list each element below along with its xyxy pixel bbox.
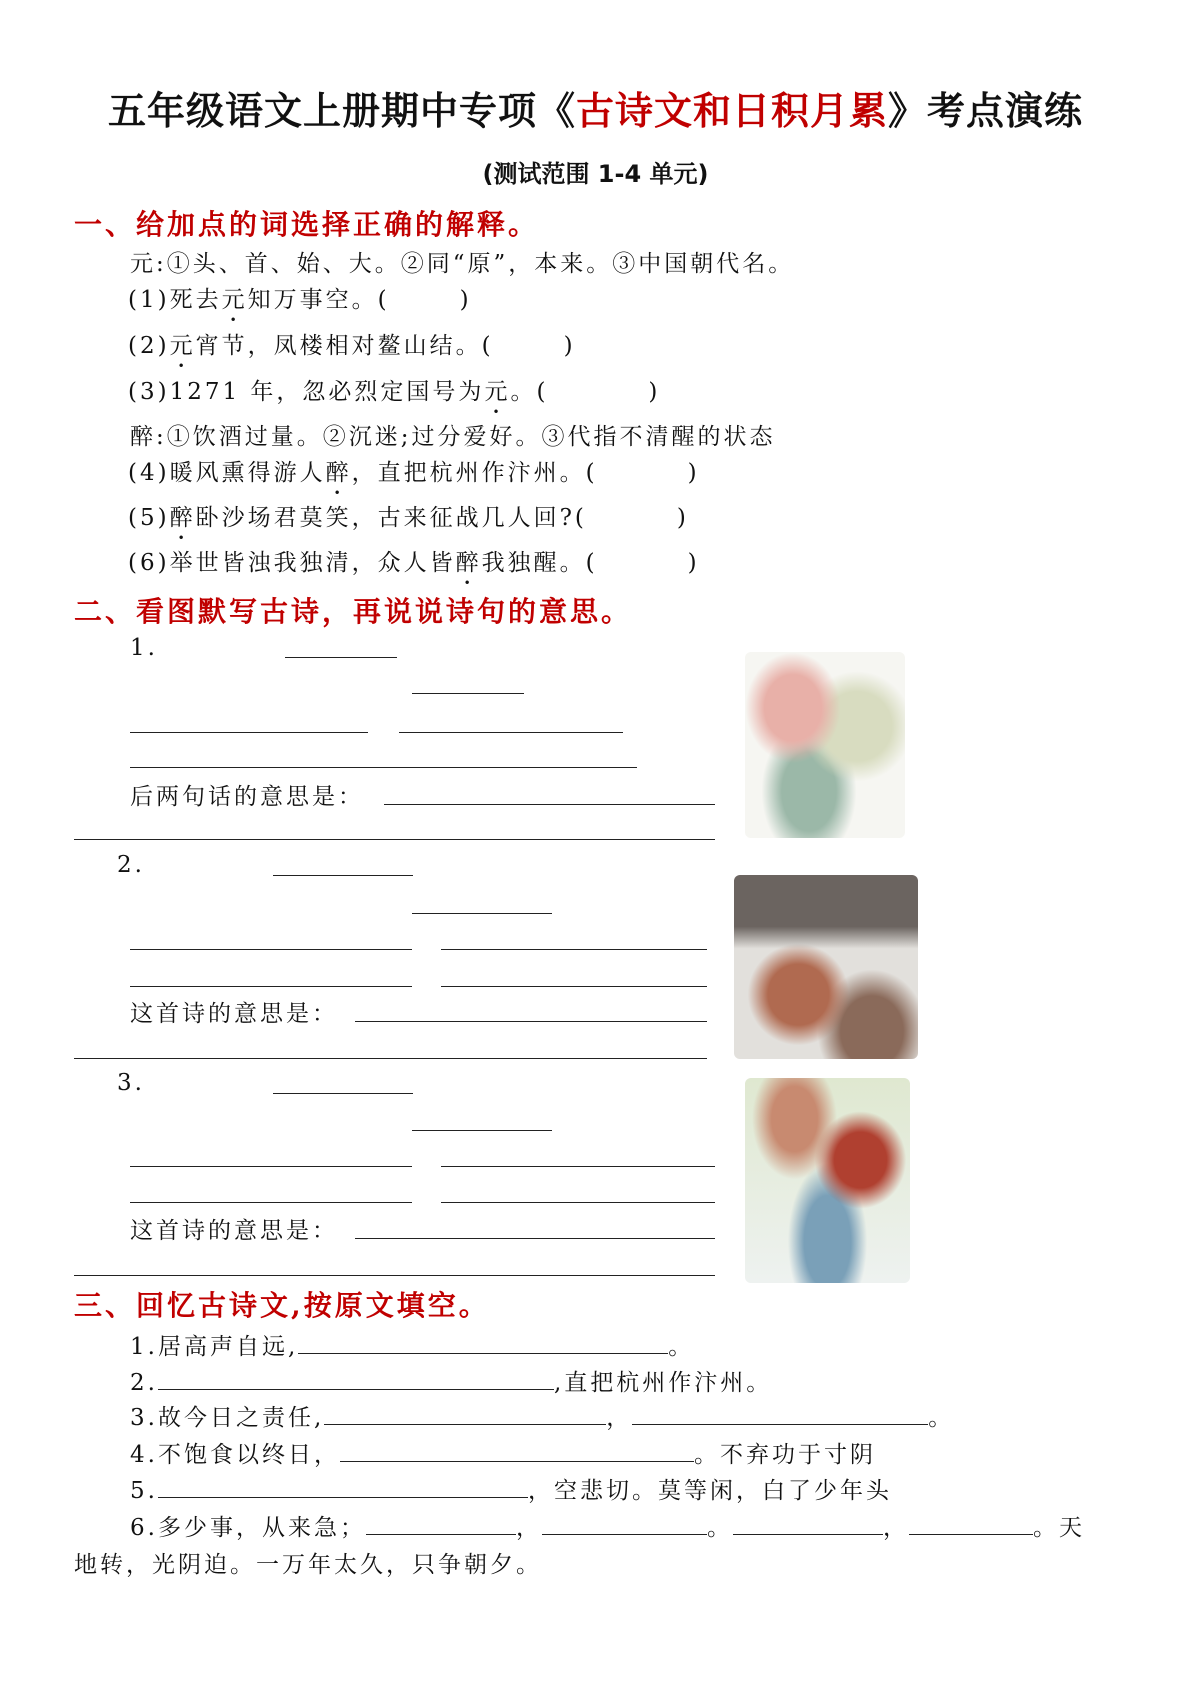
q1-meaning-blank[interactable] <box>74 839 715 840</box>
fill-item-3 <box>130 1399 954 1432</box>
fill-item-2 <box>130 1364 772 1397</box>
fill-text: ，空悲切。莫等闲，白了少年头 <box>527 1478 892 1504</box>
question-4 <box>128 454 700 500</box>
fill-blank[interactable] <box>632 1401 928 1425</box>
fill-item-1 <box>130 1328 694 1361</box>
fill-item-6 <box>130 1509 1085 1542</box>
q-text: 卧沙场君莫笑，古来征战几人回?( <box>195 505 587 531</box>
q2-line-blank[interactable] <box>441 986 707 987</box>
q-text: (5) <box>128 505 170 531</box>
fill-blank[interactable] <box>298 1330 668 1354</box>
page-title <box>0 80 1191 135</box>
q-text: 。( <box>510 379 549 405</box>
dotted-char: 醉 <box>169 505 196 531</box>
title-suffix: 》考点演练 <box>888 89 1084 133</box>
q3-line-blank[interactable] <box>441 1166 715 1167</box>
q-text: ) <box>459 287 472 313</box>
q3-line-blank[interactable] <box>441 1202 715 1203</box>
fill-item-4 <box>130 1436 876 1469</box>
q2-line-blank[interactable] <box>130 986 412 987</box>
section1-heading: 一、给加点的词选择正确的解释。 <box>74 208 540 241</box>
fill-text: ， <box>882 1515 909 1541</box>
dotted-char: 元 <box>169 333 196 359</box>
fill-text: 3.故今日之责任, <box>130 1405 325 1431</box>
q2-meaning-blank[interactable] <box>74 1058 707 1059</box>
q1-meaning-label: 后两句话的意思是： <box>130 784 364 810</box>
q1-meaning-blank[interactable] <box>384 804 715 805</box>
fill-blank[interactable] <box>158 1366 554 1390</box>
fill-text: 。不弃功于寸阴 <box>693 1442 876 1468</box>
q-text: ) <box>676 505 689 531</box>
definition-zui: 醉:①饮酒过量。②沉迷;过分爱好。③代指不清醒的状态 <box>130 424 776 450</box>
fill-text: 。 <box>706 1515 733 1541</box>
question-2 <box>128 327 576 373</box>
question-3 <box>128 373 660 419</box>
q-text: ) <box>563 333 576 359</box>
question-1 <box>128 281 472 327</box>
fill-item-5 <box>130 1472 892 1505</box>
fill-text: 5. <box>130 1478 158 1504</box>
fill-blank[interactable] <box>542 1511 707 1535</box>
fill-text: 。天 <box>1032 1515 1085 1541</box>
dotted-char: 醉 <box>455 550 482 576</box>
section2-heading: 二、看图默写古诗，再说说诗句的意思。 <box>74 595 633 628</box>
dotted-char: 元 <box>484 379 511 405</box>
fill-text: ， <box>606 1405 633 1431</box>
fill-blank[interactable] <box>324 1401 606 1425</box>
poem-illustration-1 <box>745 652 905 838</box>
q2-meaning-blank[interactable] <box>355 1021 707 1022</box>
q-text: ，直把杭州作汴州。( <box>351 460 598 486</box>
q3-meaning-label: 这首诗的意思是： <box>130 1218 338 1244</box>
fill-blank[interactable] <box>158 1474 528 1498</box>
q-text: 知万事空。( <box>247 287 390 313</box>
q3-title-blank[interactable] <box>273 1093 413 1094</box>
q-text: (6)举世皆浊我独清，众人皆 <box>128 550 456 576</box>
poem-illustration-3 <box>745 1078 910 1283</box>
fill-text: ,直把杭州作汴州。 <box>553 1370 773 1396</box>
q1-author-blank[interactable] <box>412 693 524 694</box>
subtitle: (测试范围 1-4 单元) <box>482 160 709 188</box>
q1-line-blank[interactable] <box>399 732 623 733</box>
fill-text: ， <box>515 1515 542 1541</box>
q3-meaning-blank[interactable] <box>355 1238 715 1239</box>
q-text: (1)死去 <box>128 287 222 313</box>
q-text: (4)暖风熏得游人 <box>128 460 326 486</box>
fill-blank[interactable] <box>340 1438 694 1462</box>
q-text: ) <box>687 460 700 486</box>
dotted-char: 元 <box>221 287 248 313</box>
question-6 <box>128 544 700 590</box>
fill-text: 4.不饱食以终日， <box>130 1442 340 1468</box>
title-prefix: 五年级语文上册期中专项《 <box>107 89 576 133</box>
q2-line-blank[interactable] <box>441 949 707 950</box>
q-text: (2) <box>128 333 170 359</box>
q3-author-blank[interactable] <box>412 1130 552 1131</box>
q1-line-blank[interactable] <box>130 732 368 733</box>
fill-blank[interactable] <box>733 1511 883 1535</box>
fill-text: 。 <box>928 1405 955 1431</box>
fill-text: 2. <box>130 1370 158 1396</box>
q-text: (3)1271 年，忽必烈定国号为 <box>128 379 485 405</box>
dotted-char: 醉 <box>325 460 352 486</box>
q2-number: 2. <box>117 852 145 878</box>
q1-title-blank[interactable] <box>285 657 397 658</box>
fill-text: 6.多少事，从来急； <box>130 1515 366 1541</box>
fill-item-6-continued: 地转，光阴迫。一万年太久，只争朝夕。 <box>74 1552 542 1578</box>
q2-title-blank[interactable] <box>273 875 413 876</box>
q3-number: 3. <box>117 1070 145 1096</box>
section3-heading: 三、回忆古诗文,按原文填空。 <box>74 1289 490 1322</box>
fill-blank[interactable] <box>909 1511 1033 1535</box>
q2-author-blank[interactable] <box>412 913 552 914</box>
q-text: ) <box>648 379 661 405</box>
poem-illustration-2 <box>734 875 918 1059</box>
q-text: 我独醒。( <box>481 550 598 576</box>
q1-line-blank[interactable] <box>130 767 637 768</box>
q3-line-blank[interactable] <box>130 1166 412 1167</box>
q-text: 宵节，凤楼相对鳌山结。( <box>195 333 494 359</box>
title-highlight: 古诗文和日积月累 <box>575 89 888 133</box>
q2-line-blank[interactable] <box>130 949 412 950</box>
q3-line-blank[interactable] <box>130 1202 412 1203</box>
q2-meaning-label: 这首诗的意思是： <box>130 1001 338 1027</box>
fill-text: 1.居高声自远, <box>130 1334 299 1360</box>
definition-yuan: 元:①头、首、始、大。②同“原”，本来。③中国朝代名。 <box>130 251 795 277</box>
q-text: ) <box>687 550 700 576</box>
q3-meaning-blank[interactable] <box>74 1275 715 1276</box>
question-5 <box>128 499 689 545</box>
fill-blank[interactable] <box>366 1511 516 1535</box>
q1-number: 1. <box>130 635 158 661</box>
fill-text: 。 <box>668 1334 695 1360</box>
